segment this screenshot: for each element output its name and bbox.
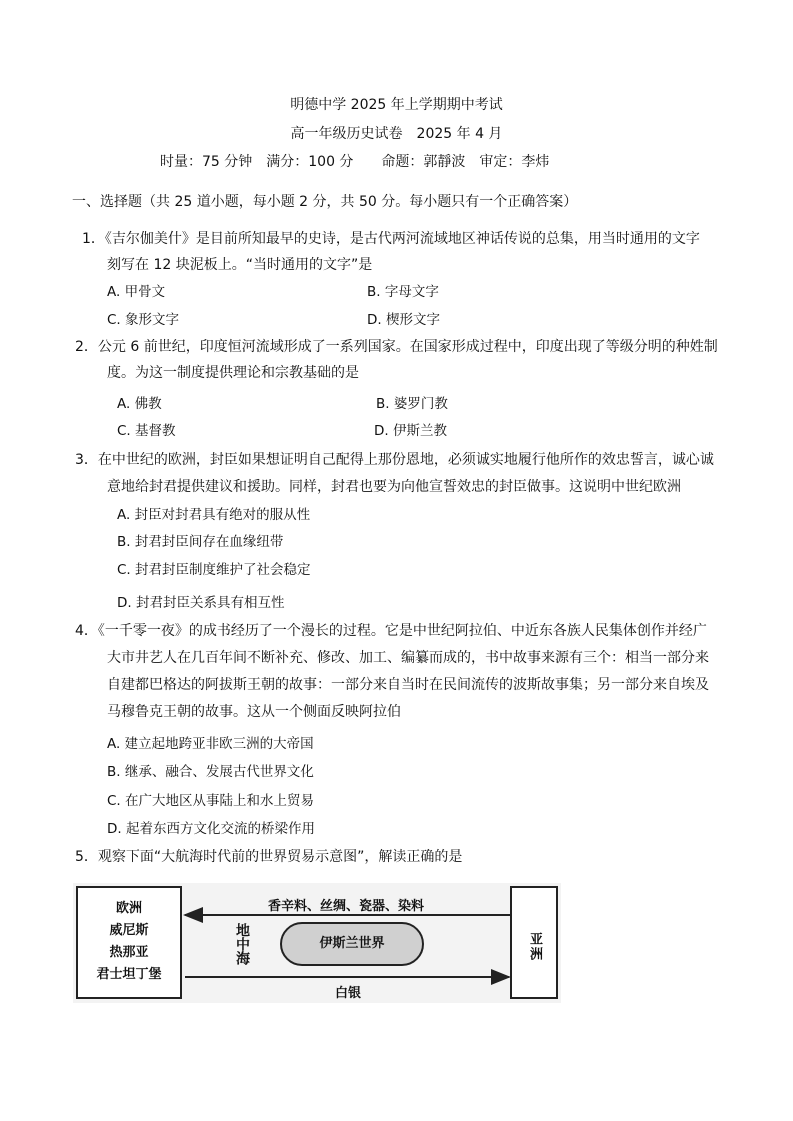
europe-box — [76, 886, 182, 999]
question-2-option-b: B. 婆罗门教 — [376, 396, 448, 412]
question-4-option-b: B. 继承、融合、发展古代世界文化 — [107, 764, 314, 780]
mediterranean-label: 地中海 — [234, 923, 250, 965]
islamic-world-oval: 伊斯兰世界 — [280, 922, 424, 966]
school-title: 明德中学 2025 年上学期期中考试 — [290, 97, 503, 113]
constantinople-label: 君士坦丁堡 — [96, 967, 162, 982]
section-heading: 一、选择题（共 25 道小题，每小题 2 分，共 50 分。每小题只有一个正确答案） — [72, 194, 578, 210]
trade-route-diagram — [73, 883, 561, 1003]
question-1-option-d: D. 楔形文字 — [367, 312, 440, 328]
question-3-option-c: C. 封君封臣制度维护了社会稳定 — [117, 562, 311, 578]
genoa-label: 热那亚 — [109, 945, 149, 960]
venice-label: 威尼斯 — [109, 923, 149, 938]
exam-meta: 时量：75 分钟 满分：100 分 命题：郭靜波 审定：李炜 — [160, 154, 550, 170]
question-2-option-c: C. 基督教 — [117, 423, 176, 439]
question-1-line-2: 刻写在 12 块泥板上。“当时通用的文字”是 — [107, 257, 373, 273]
question-3-option-b: B. 封君封臣间存在血缘纽带 — [117, 534, 284, 550]
goods-label: 香辛料、丝绸、瓷器、染料 — [268, 899, 425, 914]
silver-label: 白银 — [335, 986, 362, 1001]
question-2-line-2: 度。为这一制度提供理论和宗教基础的是 — [107, 365, 359, 381]
question-5-line-1: 5．观察下面“大航海时代前的世界贸易示意图”，解读正确的是 — [75, 849, 463, 865]
question-3-line-2: 意地给封君提供建议和援助。同样，封君也要为向他宣誓效忠的封臣做事。这说明中世纪欧洲 — [107, 479, 681, 495]
question-2-line-1: 2．公元 6 前世纪，印度恒河流域形成了一系列国家。在国家形成过程中，印度出现了等级分明的种姓制 — [75, 339, 718, 355]
question-1-option-a: A. 甲骨文 — [107, 284, 166, 300]
question-2-option-a: A. 佛教 — [117, 396, 162, 412]
question-4-option-d: D. 起着东西方文化交流的桥梁作用 — [107, 821, 315, 837]
asia-box — [510, 886, 558, 999]
question-1-option-b: B. 字母文字 — [367, 284, 439, 300]
question-4-option-c: C. 在广大地区从事陆上和水上贸易 — [107, 793, 315, 809]
question-4-line-1: 4．《一千零一夜》的成书经历了一个漫长的过程。它是中世纪阿拉伯、中近东各族人民集体创作并经广 — [75, 623, 707, 639]
question-3-line-1: 3．在中世纪的欧洲，封臣如果想证明自己配得上那份恩地，必须诚实地履行他所作的效忠誓言，诚心诚 — [75, 452, 714, 468]
question-4-line-2: 大市井艺人在几百年间不断补充、修改、加工、编纂而成的，书中故事来源有三个：相当一部分来 — [107, 650, 709, 666]
question-3-option-a: A. 封臣对封君具有绝对的服从性 — [117, 507, 311, 523]
question-1-option-c: C. 象形文字 — [107, 312, 180, 328]
paper-title: 高一年级历史试卷 2025 年 4 月 — [290, 126, 503, 142]
question-4-line-4: 马穆鲁克王朝的故事。这从一个侧面反映阿拉伯 — [107, 704, 401, 720]
question-3-option-d: D. 封君封臣关系具有相互性 — [117, 595, 285, 611]
asia-label: 亚洲 — [527, 932, 542, 962]
question-2-option-d: D. 伊斯兰教 — [374, 423, 447, 439]
question-1-line-1: 1．《吉尔伽美什》是目前所知最早的史诗，是古代两河流域地区神话传说的总集，用当时通用的文字 — [82, 231, 700, 247]
question-4-line-3: 自建都巴格达的阿拔斯王朝的故事：一部分来自当时在民间流传的波斯故事集；另一部分来自埃及 — [107, 677, 709, 693]
europe-label: 欧洲 — [115, 901, 142, 916]
question-4-option-a: A. 建立起地跨亚非欧三洲的大帝国 — [107, 736, 314, 752]
